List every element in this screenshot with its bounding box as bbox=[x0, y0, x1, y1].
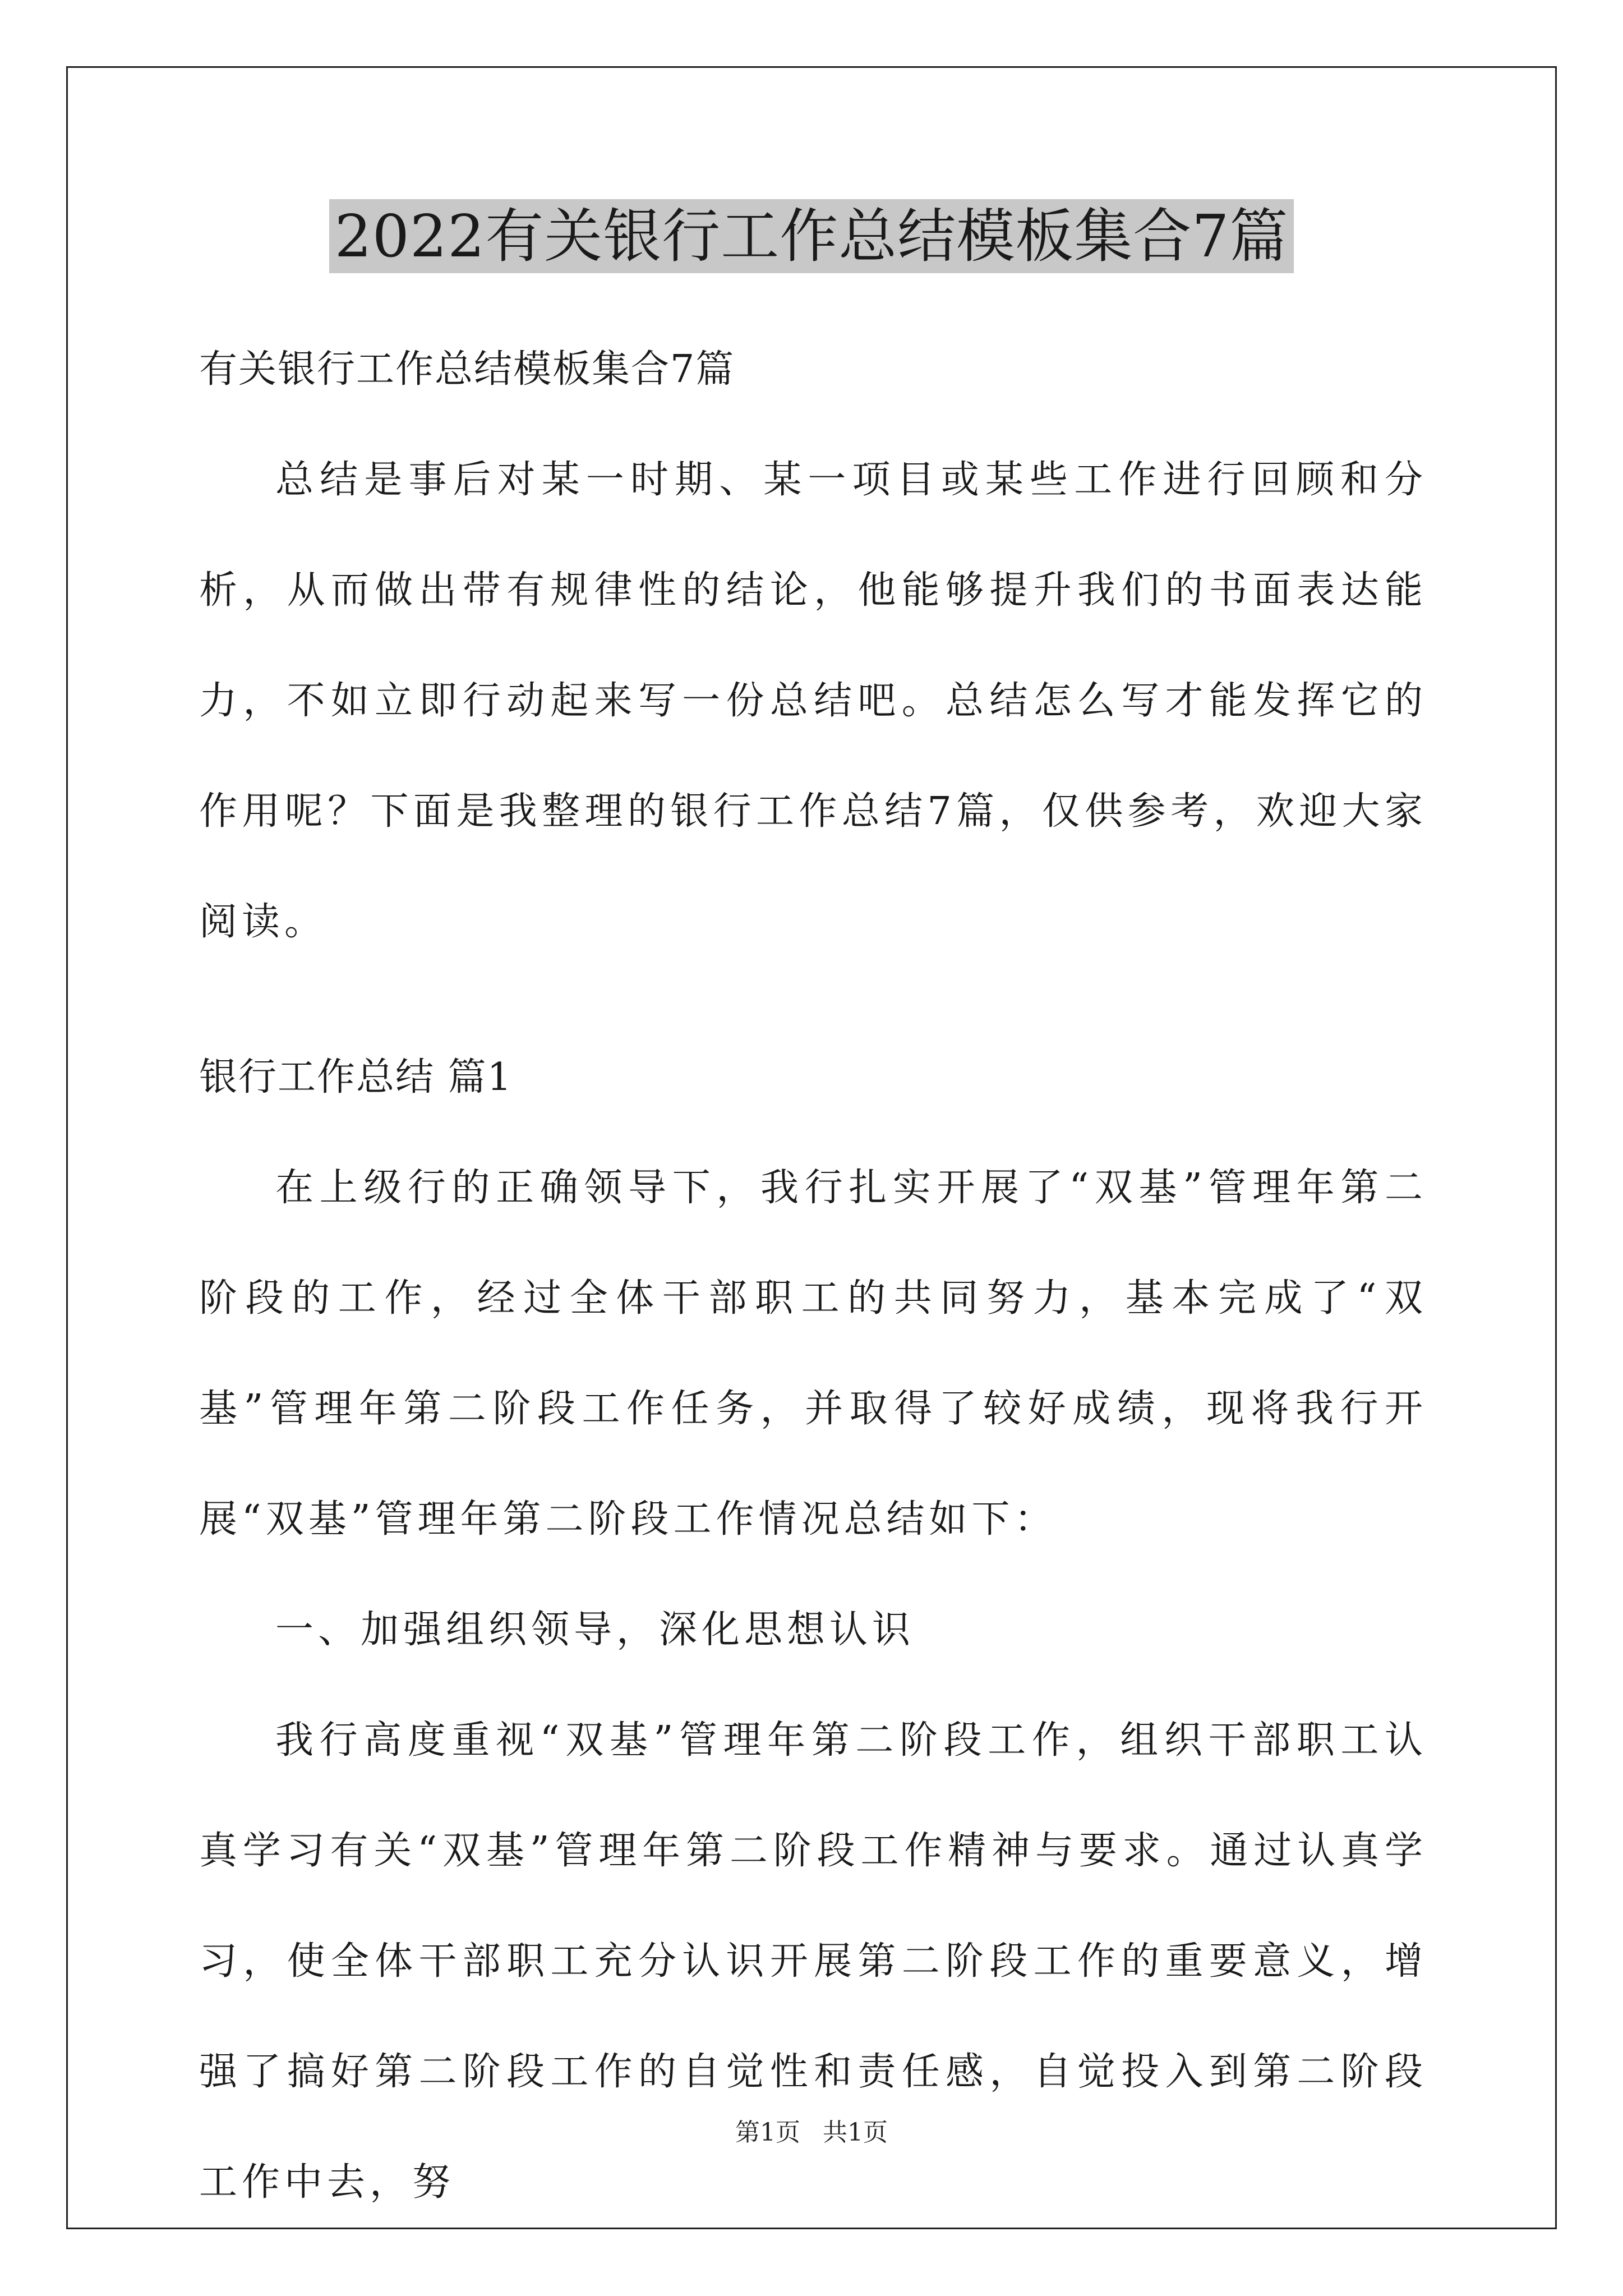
page-footer bbox=[0, 2116, 1623, 2150]
title-container bbox=[0, 199, 1623, 273]
section-heading: 银行工作总结 篇1 bbox=[199, 1055, 513, 1099]
document-title: 2022有关银行工作总结模板集合7篇 bbox=[329, 199, 1294, 273]
page-number-total: 共1页 bbox=[823, 2118, 888, 2147]
body-paragraph: 我行高度重视“双基”管理年第二阶段工作，组织干部职工认真学习有关“双基”管理年第二阶段工作精神与要求。通过认真学习，使全体干部职工充分认识开展第二阶段工作的重要意义，增强了搞好第二阶段工作的自觉性和责任感，自觉投入到第二阶段工作中去，努 bbox=[199, 1718, 1427, 2205]
intro-paragraph: 总结是事后对某一时期、某一项目或某些工作进行回顾和分析，从而做出带有规律性的结论，他能够提升我们的书面表达能力，不如立即行动起来写一份总结吧。总结怎么写才能发挥它的作用呢？下面是我整理的银行工作总结7篇，仅供参考，欢迎大家阅读。 bbox=[199, 458, 1427, 944]
section-paragraph: 在上级行的正确领导下，我行扎实开展了“双基”管理年第二阶段的工作，经过全体干部职工的共同努力，基本完成了“双基”管理年第二阶段工作任务，并取得了较好成绩，现将我行开展“双基”管理年第二阶段工作情况总结如下： bbox=[199, 1166, 1428, 1542]
document-subtitle: 有关银行工作总结模板集合7篇 bbox=[199, 347, 735, 392]
page-number-current: 第1页 bbox=[735, 2118, 800, 2147]
document-body bbox=[199, 314, 1427, 2238]
subheading: 一、加强组织领导，深化思想认识 bbox=[275, 1608, 915, 1652]
